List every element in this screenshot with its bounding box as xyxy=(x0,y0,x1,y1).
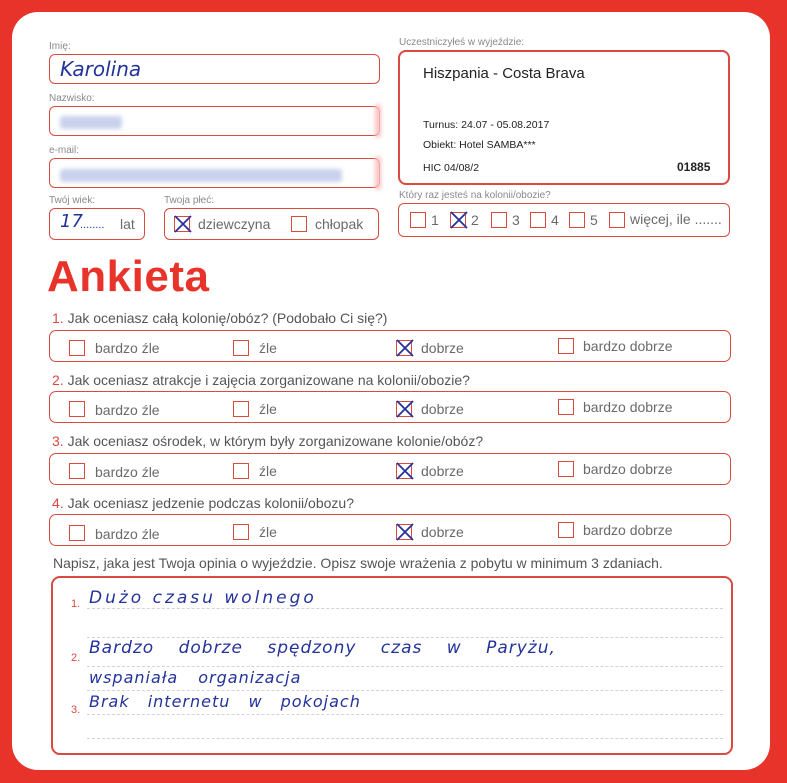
surname-field[interactable] xyxy=(49,106,380,136)
q2-option-dobrze: dobrze xyxy=(421,401,464,417)
times-checkbox-1[interactable] xyxy=(410,212,426,228)
gender-option-chlopak: chłopak xyxy=(315,216,364,232)
q4-checkbox-dobrze[interactable] xyxy=(396,524,412,540)
check-mark-icon xyxy=(395,522,415,542)
name-field[interactable] xyxy=(49,54,380,84)
redacted-email xyxy=(60,169,342,182)
rating-row-2 xyxy=(49,391,731,423)
times-label: Który raz jesteś na kolonii/obozie? xyxy=(399,190,551,201)
ruled-line xyxy=(87,666,723,667)
q3-checkbox-bardzo-zle[interactable] xyxy=(69,463,85,479)
q3-checkbox-dobrze[interactable] xyxy=(396,463,412,479)
q4-option-bardzo-zle: bardzo źle xyxy=(95,526,160,542)
q4-checkbox-zle[interactable] xyxy=(233,524,249,540)
times-checkbox-5[interactable] xyxy=(569,212,585,228)
q3-checkbox-zle[interactable] xyxy=(233,463,249,479)
times-option-more: więcej, ile ....... xyxy=(630,211,722,227)
opinion-box[interactable] xyxy=(51,576,733,755)
q1-checkbox-dobrze[interactable] xyxy=(396,340,412,356)
age-value: 17 xyxy=(60,211,83,232)
ruled-line xyxy=(87,714,723,715)
rating-row-1 xyxy=(49,330,731,362)
gender-option-dziewczyna: dziewczyna xyxy=(198,216,271,232)
trip-label: Uczestniczyłeś w wyjeździe: xyxy=(399,37,525,48)
q3-checkbox-bardzo-dobrze[interactable] xyxy=(558,461,574,477)
gender-field xyxy=(164,208,379,240)
q4-checkbox-bardzo-dobrze[interactable] xyxy=(558,522,574,538)
q3-option-bardzo-dobrze: bardzo dobrze xyxy=(583,461,673,477)
q3-option-dobrze: dobrze xyxy=(421,463,464,479)
age-field[interactable] xyxy=(49,208,145,240)
q2-checkbox-dobrze[interactable] xyxy=(396,401,412,417)
opinion-text-3: Brak internetu w pokojach xyxy=(89,692,361,711)
age-dots: ........ xyxy=(80,219,105,231)
check-mark-icon xyxy=(395,461,415,481)
trip-number: 01885 xyxy=(677,160,711,174)
question-3: 3. Jak oceniasz ośrodek, w którym były zorganizowane kolonie/obóz? xyxy=(52,433,484,449)
question-4: 4. Jak oceniasz jedzenie podczas kolonii/obozu? xyxy=(52,495,354,511)
email-label: e-mail: xyxy=(49,145,80,156)
times-checkbox-4[interactable] xyxy=(530,212,546,228)
q1-checkbox-bardzo-zle[interactable] xyxy=(69,340,85,356)
rating-row-4 xyxy=(49,514,731,546)
q4-checkbox-bardzo-zle[interactable] xyxy=(69,525,85,541)
trip-destination: Hiszpania - Costa Brava xyxy=(423,65,585,82)
gender-checkbox-dziewczyna[interactable] xyxy=(174,216,190,232)
q1-checkbox-bardzo-dobrze[interactable] xyxy=(558,338,574,354)
times-option-1: 1 xyxy=(431,212,439,228)
q4-option-dobrze: dobrze xyxy=(421,524,464,540)
trip-box xyxy=(398,50,730,185)
surname-label: Nazwisko: xyxy=(49,93,95,104)
times-checkbox-2[interactable] xyxy=(450,212,466,228)
name-value: Karolina xyxy=(60,57,142,81)
opinion-num-3: 3. xyxy=(71,704,81,716)
q2-option-zle: źle xyxy=(259,401,277,417)
ruled-line xyxy=(87,690,723,691)
check-mark-icon xyxy=(173,214,193,234)
q2-checkbox-bardzo-dobrze[interactable] xyxy=(558,399,574,415)
q4-option-bardzo-dobrze: bardzo dobrze xyxy=(583,522,673,538)
times-option-4: 4 xyxy=(551,212,559,228)
opinion-text-1: Dużo czasu wolnego xyxy=(89,588,317,608)
gender-checkbox-chlopak[interactable] xyxy=(291,216,307,232)
trip-obiekt: Obiekt: Hotel SAMBA*** xyxy=(423,139,536,151)
check-mark-icon xyxy=(395,399,415,419)
q1-checkbox-zle[interactable] xyxy=(233,340,249,356)
q3-option-bardzo-zle: bardzo źle xyxy=(95,464,160,480)
trip-code: HIC 04/08/2 xyxy=(423,162,480,174)
q4-option-zle: źle xyxy=(259,524,277,540)
redaction-edge xyxy=(375,156,381,190)
q1-option-bardzo-zle: bardzo źle xyxy=(95,340,160,356)
ruled-line xyxy=(87,738,723,739)
q2-checkbox-zle[interactable] xyxy=(233,401,249,417)
opinion-prompt: Napisz, jaka jest Twoja opinia o wyjeździe. Opisz swoje wrażenia z pobytu w minimum 3 zdaniach. xyxy=(53,555,663,571)
times-option-3: 3 xyxy=(512,212,520,228)
q2-option-bardzo-dobrze: bardzo dobrze xyxy=(583,399,673,415)
age-label: Twój wiek: xyxy=(49,195,96,206)
age-unit: lat xyxy=(120,216,135,232)
opinion-text-2-cont: wspaniała organizacja xyxy=(89,668,302,687)
times-checkbox-more[interactable] xyxy=(609,212,625,228)
check-mark-icon xyxy=(395,338,415,358)
page-title: Ankieta xyxy=(47,252,210,301)
check-mark-icon xyxy=(449,210,469,230)
q1-option-zle: źle xyxy=(259,340,277,356)
gender-label: Twoja płeć: xyxy=(164,195,215,206)
question-2: 2. Jak oceniasz atrakcje i zajęcia zorganizowane na kolonii/obozie? xyxy=(52,372,470,388)
q3-option-zle: źle xyxy=(259,463,277,479)
opinion-num-1: 1. xyxy=(71,598,81,610)
question-1: 1. Jak oceniasz całą kolonię/obóz? (Podobało Ci się?) xyxy=(52,310,388,326)
ruled-line xyxy=(87,608,723,609)
times-option-5: 5 xyxy=(590,212,598,228)
times-checkbox-3[interactable] xyxy=(491,212,507,228)
times-field xyxy=(398,203,730,237)
email-field[interactable] xyxy=(49,158,380,188)
redaction-edge xyxy=(375,104,381,138)
opinion-text-2: Bardzo dobrze spędzony czas w Paryżu, xyxy=(89,638,556,658)
rating-row-3 xyxy=(49,453,731,485)
q1-option-bardzo-dobrze: bardzo dobrze xyxy=(583,338,673,354)
q2-option-bardzo-zle: bardzo źle xyxy=(95,402,160,418)
opinion-num-2: 2. xyxy=(71,652,81,664)
name-label: Imię: xyxy=(49,41,71,52)
redacted-surname xyxy=(60,116,122,129)
trip-turnus: Turnus: 24.07 - 05.08.2017 xyxy=(423,119,550,131)
q2-checkbox-bardzo-zle[interactable] xyxy=(69,401,85,417)
q1-option-dobrze: dobrze xyxy=(421,340,464,356)
times-option-2: 2 xyxy=(471,212,479,228)
